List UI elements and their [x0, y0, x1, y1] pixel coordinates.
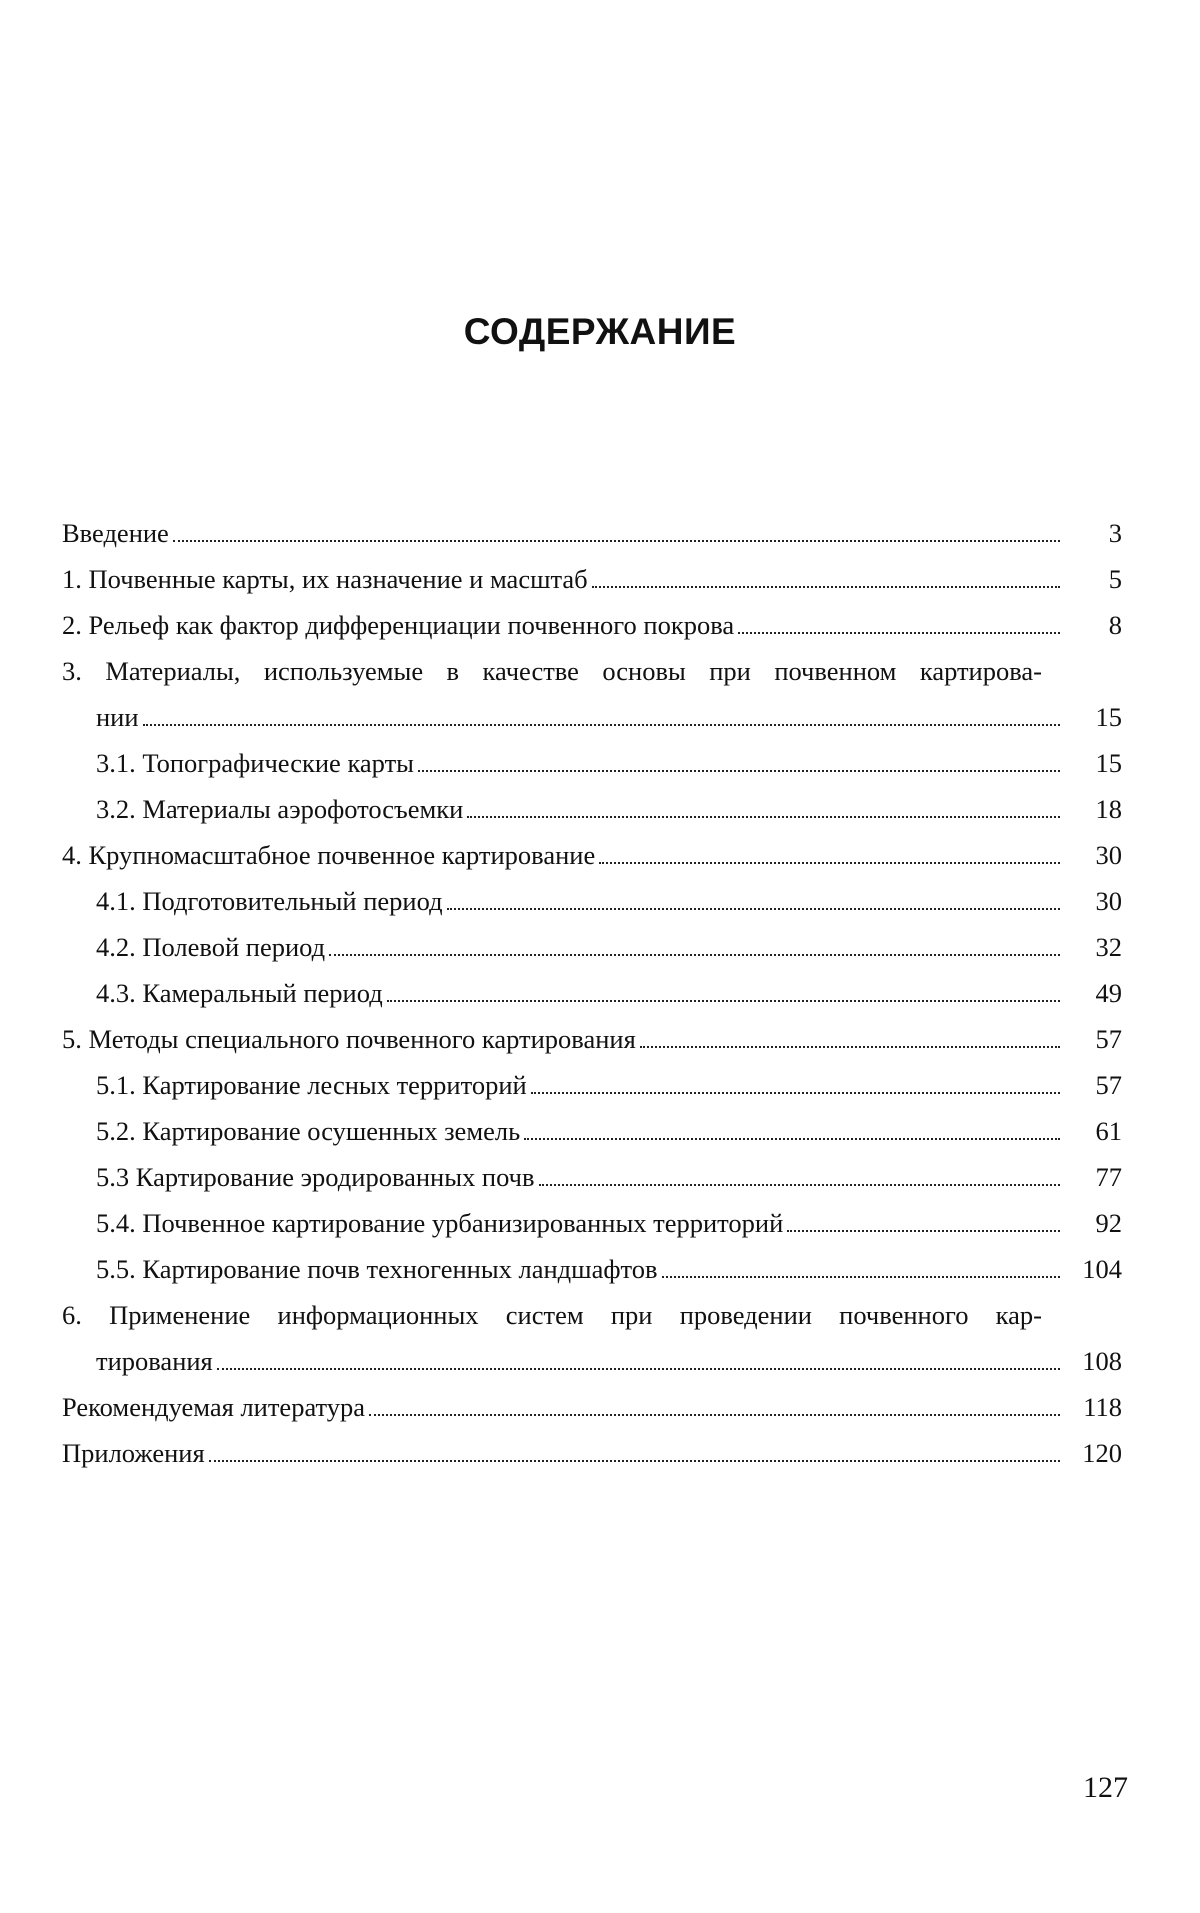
- dot-leader: [217, 1368, 1060, 1370]
- toc-entry-row: [62, 556, 1122, 602]
- toc-entry-title: 5.2. Картирование осушенных земель: [96, 1116, 521, 1146]
- toc-entry-row: [96, 1200, 1122, 1246]
- toc-entry-title: 5.4. Почвенное картирование урбанизированных территорий: [96, 1208, 784, 1238]
- toc-entry-row: [62, 1384, 1122, 1430]
- dot-leader: [467, 816, 1060, 818]
- toc-entry[interactable]: [62, 1108, 1122, 1154]
- toc-entry-row: [96, 878, 1122, 924]
- toc-entry[interactable]: [62, 1016, 1122, 1062]
- toc-entry-row: [62, 1338, 1122, 1384]
- dot-leader: [738, 632, 1060, 634]
- toc-page-number: 77: [1095, 1162, 1122, 1192]
- toc-page-number: 32: [1095, 932, 1122, 962]
- toc-entry[interactable]: [62, 1246, 1122, 1292]
- toc-page-number: 57: [1095, 1070, 1122, 1100]
- dot-leader: [599, 862, 1060, 864]
- toc-page-number: 108: [1082, 1346, 1122, 1376]
- toc-entry[interactable]: [62, 878, 1122, 924]
- toc-entry-title: 5.1. Картирование лесных территорий: [96, 1070, 527, 1100]
- toc-entry-title: тирования: [96, 1346, 213, 1376]
- toc-entry-row: [62, 694, 1122, 740]
- toc-entry[interactable]: [62, 602, 1122, 648]
- toc-entry-title: 4.3. Камеральный период: [96, 978, 383, 1008]
- toc-entry-title: нии: [96, 702, 139, 732]
- dot-leader: [592, 586, 1060, 588]
- dot-leader: [539, 1184, 1060, 1186]
- dot-leader: [173, 540, 1060, 542]
- toc-entry-row: [96, 740, 1122, 786]
- toc-entry-row: [96, 1062, 1122, 1108]
- dot-leader: [329, 954, 1060, 956]
- toc-entry-row: [62, 1016, 1122, 1062]
- toc-entry-row: [62, 602, 1122, 648]
- toc-entry-row: [62, 832, 1122, 878]
- dot-leader: [531, 1092, 1060, 1094]
- toc-page-number: 92: [1095, 1208, 1122, 1238]
- toc-entry-row: [96, 786, 1122, 832]
- page-title: СОДЕРЖАНИЕ: [463, 311, 737, 352]
- toc-page-number: 30: [1095, 840, 1122, 870]
- toc-entry[interactable]: [62, 1154, 1122, 1200]
- toc-entry[interactable]: [62, 924, 1122, 970]
- toc-entry[interactable]: [62, 740, 1122, 786]
- toc-entry[interactable]: [62, 970, 1122, 1016]
- toc-entry-row: [96, 924, 1122, 970]
- dot-leader: [787, 1230, 1060, 1232]
- toc-entry-title: 2. Рельеф как фактор дифференциации почвенного покрова: [62, 610, 735, 640]
- toc-page-number: 120: [1082, 1438, 1122, 1468]
- toc-entry-title: 5.3 Картирование эродированных почв: [96, 1162, 535, 1192]
- toc-page-number: 118: [1083, 1392, 1122, 1422]
- dot-leader: [209, 1460, 1060, 1462]
- toc-page-number: 61: [1095, 1116, 1122, 1146]
- toc-entry[interactable]: [62, 1292, 1122, 1384]
- toc-entry[interactable]: [62, 832, 1122, 878]
- dot-leader: [662, 1276, 1061, 1278]
- toc-entry-title: 1. Почвенные карты, их назначение и масштаб: [62, 564, 588, 594]
- table-of-contents: [62, 510, 1122, 1476]
- toc-entry-title: 3.1. Топографические карты: [96, 748, 414, 778]
- toc-entry-row: [96, 1154, 1122, 1200]
- toc-page-number: 3: [1108, 518, 1122, 548]
- toc-page-number: 8: [1108, 610, 1122, 640]
- toc-page-number: 104: [1082, 1254, 1122, 1284]
- toc-entry[interactable]: [62, 1200, 1122, 1246]
- page-number: 127: [1083, 1771, 1128, 1804]
- toc-entry[interactable]: [62, 556, 1122, 602]
- toc-entry-row: [62, 1430, 1122, 1476]
- toc-entry[interactable]: [62, 786, 1122, 832]
- toc-entry-title: Введение: [62, 518, 169, 548]
- toc-page-number: 15: [1095, 702, 1122, 732]
- toc-entry-text-line: 3. Материалы, используемые в качестве основы при почвенном картирова-: [62, 656, 1042, 686]
- toc-page-number: 18: [1095, 794, 1122, 824]
- dot-leader: [640, 1046, 1060, 1048]
- toc-entry-title: Приложения: [62, 1438, 205, 1468]
- toc-entry-title: 5.5. Картирование почв техногенных ландшафтов: [96, 1254, 658, 1284]
- dot-leader: [524, 1138, 1060, 1140]
- toc-entry[interactable]: [62, 648, 1122, 740]
- toc-entry-row: [62, 510, 1122, 556]
- dot-leader: [447, 908, 1060, 910]
- toc-entry-title: Рекомендуемая литература: [62, 1392, 366, 1422]
- toc-entry[interactable]: [62, 510, 1122, 556]
- toc-page-number: 30: [1095, 886, 1122, 916]
- dot-leader: [143, 724, 1060, 726]
- toc-page-number: 49: [1095, 978, 1122, 1008]
- toc-entry-text-line: 6. Применение информационных систем при проведении почвенного кар-: [62, 1300, 1042, 1330]
- toc-entry-title: 4. Крупномасштабное почвенное картирование: [62, 840, 596, 870]
- toc-entry-title: 4.1. Подготовительный период: [96, 886, 443, 916]
- toc-entry-row: [96, 970, 1122, 1016]
- toc-entry-title: 5. Методы специального почвенного картирования: [62, 1024, 636, 1054]
- toc-entry[interactable]: [62, 1384, 1122, 1430]
- toc-page-number: 57: [1095, 1024, 1122, 1054]
- toc-entry-title: 3.2. Материалы аэрофотосъемки: [96, 794, 464, 824]
- dot-leader: [387, 1000, 1060, 1002]
- toc-entry[interactable]: [62, 1430, 1122, 1476]
- toc-page-number: 15: [1095, 748, 1122, 778]
- toc-entry-row: [96, 1108, 1122, 1154]
- dot-leader: [418, 770, 1060, 772]
- dot-leader: [369, 1414, 1060, 1416]
- toc-entry[interactable]: [62, 1062, 1122, 1108]
- toc-entry-title: 4.2. Полевой период: [96, 932, 326, 962]
- toc-entry-row: [96, 1246, 1122, 1292]
- toc-page-number: 5: [1108, 564, 1122, 594]
